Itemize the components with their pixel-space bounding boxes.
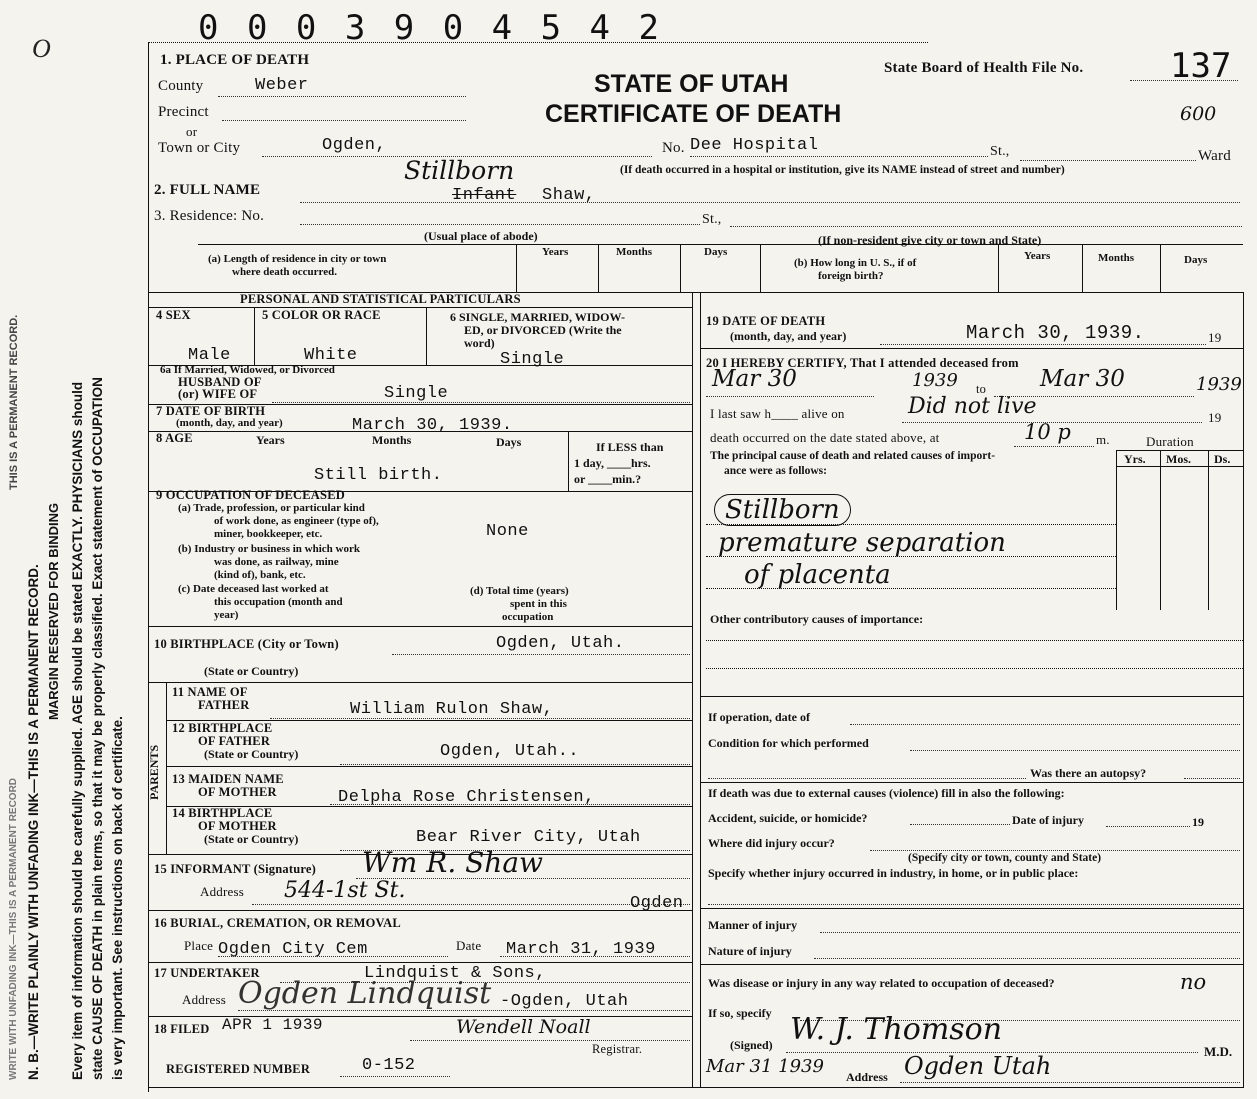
occ-d-2: spent in this [510,598,567,610]
residence-label: 3. Residence: No. [154,208,265,224]
mother-birthplace-label-1: 14 BIRTHPLACE [172,806,273,820]
death-time-m: m. [1096,432,1110,447]
duration-header: Duration [1146,434,1194,449]
date-of-death-label-2: (month, day, and year) [730,329,847,343]
operation-label: If operation, date of [708,710,810,724]
undertaker-address: -Ogden, Utah [500,992,629,1011]
marital-label-1: 6 SINGLE, MARRIED, WIDOW- [450,310,626,324]
burial-place-label: Place [184,938,214,953]
color-label: 5 COLOR OR RACE [262,308,381,322]
related-occupation-value: no [1180,970,1207,994]
birthplace-state-note: (State or Country) [204,664,299,678]
res-years-header: Years [542,246,569,258]
mother-birthplace-label-3: (State or Country) [204,832,299,846]
informant-signature: Wm R. Shaw [362,846,543,879]
place-of-death-heading: 1. PLACE OF DEATH [160,52,310,68]
day-hrs-label: 1 day, ____hrs. [574,456,651,470]
occ-a-3: miner, bookkeeper, etc. [214,528,323,540]
attended-to-label: to [976,382,987,396]
occ-b-2: was done, as railway, mine [214,556,339,568]
name-struck: Infant [452,186,517,205]
undertaker-value: Lindquist & Sons, [364,964,546,983]
full-name-label: 2. FULL NAME [154,182,261,198]
date-of-death-label-1: 19 DATE OF DEATH [706,314,826,328]
margin-faint-instruction: WRITE WITH UNFADING INK—THIS IS A PERMANENT RECORD [8,777,19,1080]
specify-place-note: (Specify city or town, county and State) [908,852,1102,864]
duration-mos: Mos. [1166,452,1191,466]
margin-permanent-record: THIS IS A PERMANENT RECORD. [8,314,20,490]
us-years-header: Years [1024,250,1051,262]
if-less-label: If LESS than [596,440,664,454]
st-label: St., [990,144,1010,159]
attended-to: Mar 30 [1040,366,1125,392]
date-of-death-value: March 30, 1939. [966,322,1145,344]
spouse-label-3: (or) WIFE OF [178,387,258,401]
margin-binding-label: MARGIN RESERVED FOR BINDING [46,502,61,720]
if-so-label: If so, specify [708,1006,772,1020]
marital-label-2: ED, or DIVORCED (Write the [464,323,622,337]
certify-statement: 20 I HEREBY CERTIFY, That I attended deceased from [706,356,1019,370]
color-value: White [304,346,358,365]
undertaker-address-label: Address [182,992,227,1007]
certificate-title: CERTIFICATE OF DEATH [545,100,842,128]
father-birthplace-label-1: 12 BIRTHPLACE [172,721,273,735]
accident-label: Accident, suicide, or homicide? [708,811,868,825]
county-label: County [158,78,204,94]
birthplace-label: 10 BIRTHPLACE (City or Town) [154,637,339,651]
occ-b-3: (kind of), bank, etc. [214,569,306,581]
residence-length-label-1: (a) Length of residence in city or town [208,253,387,265]
town-value: Ogden, [322,136,387,155]
registered-number: 0-152 [362,1056,416,1075]
registered-number-label: REGISTERED NUMBER [166,1062,311,1076]
name-value: Shaw, [542,186,596,205]
dob-value: March 30, 1939. [352,416,513,435]
father-birthplace-label-2: OF FATHER [198,734,271,748]
occupation-label: 9 OCCUPATION OF DECEASED [156,488,345,502]
death-time-value: 10 p [1024,420,1071,444]
injury-date-label: Date of injury [1012,813,1084,827]
father-label-1: 11 NAME OF [172,685,248,699]
hospital-note: (If death occurred in a hospital or institution, give its NAME instead of street and number) [620,164,1065,176]
spouse-label-1: 6a If Married, Widowed, or Divorced [160,364,335,376]
father-label-2: FATHER [198,698,250,712]
spouse-label-2: HUSBAND OF [178,375,262,389]
mother-label-1: 13 MAIDEN NAME [172,772,284,786]
father-birthplace-value: Ogden, Utah.. [440,742,580,761]
md-label: M.D. [1204,1044,1233,1059]
extra-number: 600 [1180,103,1217,125]
corner-mark: O [32,34,51,63]
signature-date: Mar 31 1939 [706,1056,824,1077]
father-value: William Rulon Shaw, [350,700,554,719]
occ-c-3: year) [214,609,239,621]
manner-label: Manner of injury [708,918,798,932]
us-months-header: Months [1098,252,1135,264]
attended-to-year: 1939 [1196,374,1242,395]
mother-birthplace-value: Bear River City, Utah [416,828,641,847]
margin-nb-instruction: N. B.—WRITE PLAINLY WITH UNFADING INK—THIS IS A PERMANENT RECORD. [26,564,41,1080]
occ-a-2: of work done, as engineer (type of), [214,515,379,527]
mother-birthplace-label-2: OF MOTHER [198,819,277,833]
precinct-label: Precinct [158,104,209,120]
file-number: 137 [1170,46,1232,86]
town-label: Town or City [158,140,241,156]
father-birthplace-label-3: (State or Country) [204,747,299,761]
filed-label: 18 FILED [154,1022,210,1036]
cause-label-2: ance were as follows: [724,465,827,477]
cause-stillborn: Stillborn [714,494,851,526]
registrar-label: Registrar. [592,1042,643,1056]
age-years-header: Years [256,433,285,447]
occ-c-1: (c) Date deceased last worked at [178,583,329,595]
last-saw-label: I last saw h____ alive on [710,406,845,421]
residence-st-label: St., [702,212,722,227]
occ-d-1: (d) Total time (years) [470,585,569,597]
occ-b-1: (b) Industry or business in which work [178,543,360,555]
age-days-header: Days [496,435,522,449]
burial-date-label: Date [456,938,482,953]
res-days-header: Days [704,246,728,258]
nature-label: Nature of injury [708,944,792,958]
burial-label: 16 BURIAL, CREMATION, OR REMOVAL [154,916,401,930]
margin-instruction-3: is very important. See instructions on back of certificate. [110,716,125,1080]
county-value: Weber [255,76,309,95]
attended-from-year: 1939 [912,370,958,391]
sex-label: 4 SEX [156,308,191,322]
informant-address-label: Address [200,884,245,899]
signature-address: Ogden Utah [904,1052,1052,1080]
parents-side-label: PARENTS [147,744,161,800]
contributory-label: Other contributory causes of importance: [710,612,924,626]
age-label: 8 AGE [156,431,193,445]
last-saw-value: Did not live [908,394,1037,419]
name-handwritten: Stillborn [404,156,515,185]
cause-label-1: The principal cause of death and related causes of import- [710,450,996,462]
filed-date: APR 1 1939 [222,1016,324,1034]
duration-yrs: Yrs. [1124,452,1146,466]
cause-placenta: of placenta [744,560,891,590]
signed-label: (Signed) [730,1038,773,1052]
dob-label-2: (month, day, and year) [176,417,283,429]
duration-ds: Ds. [1214,452,1231,466]
margin-instruction-1: Every item of information should be carefully supplied. AGE should be stated EXACTLY. PHYSICIANS should [70,381,85,1080]
serial-number: 0 0 0 3 9 0 4 5 4 2 [198,8,663,48]
undertaker-label: 17 UNDERTAKER [154,966,260,980]
signature-address-label: Address [846,1070,888,1084]
date-of-death-suffix: 19 [1208,330,1222,345]
attended-from: Mar 30 [712,366,797,392]
dob-label-1: 7 DATE OF BIRTH [156,404,266,418]
us-length-label-2: foreign birth? [818,270,884,282]
death-time-label: death occurred on the date stated above, at [710,430,940,445]
marital-label-3: word) [464,336,495,350]
age-value: Still birth. [314,466,443,485]
burial-date: March 31, 1939 [506,940,656,959]
occ-c-2: this occupation (month and [214,596,343,608]
ward-label: Ward [1198,148,1231,164]
injury-date-suffix: 19 [1192,815,1204,829]
us-days-header: Days [1184,254,1208,266]
autopsy-label: Was there an autopsy? [1030,766,1147,780]
or-label: or [186,124,198,139]
personal-heading: PERSONAL AND STATISTICAL PARTICULARS [240,292,521,306]
related-occupation-label: Was disease or injury in any way related to occupation of deceased? [708,976,1055,990]
abode-note: (Usual place of abode) [424,229,538,243]
spouse-value: Single [384,384,449,403]
cause-premature: premature separation [718,528,1006,558]
residence-length-label-2: where death occurred. [232,266,337,278]
occ-d-3: occupation [502,611,554,623]
specify-whether-label: Specify whether injury occurred in industry, in home, or in public place: [708,866,1079,880]
burial-place: Ogden City Cem [218,940,368,959]
sex-value: Male [188,346,231,365]
external-causes-label: If death was due to external causes (violence) fill in also the following: [708,786,1065,800]
physician-signature: W. J. Thomson [790,1012,1003,1047]
last-saw-suffix: 19 [1208,410,1222,425]
state-title: STATE OF UTAH [594,70,789,98]
binding-margin [4,20,144,1080]
undertaker-signature: Ogden Lindquist [238,976,492,1011]
margin-instruction-2: state CAUSE OF DEATH in plain terms, so that it may be properly classified. Exact statement of OCCUPATION [90,377,105,1080]
res-months-header: Months [616,246,653,258]
occ-a-1: (a) Trade, profession, or particular kind [178,502,365,514]
us-length-label-1: (b) How long in U. S., if of [794,257,917,269]
birthplace-value: Ogden, Utah. [496,634,625,653]
where-injury-label: Where did injury occur? [708,836,835,850]
occupation-value: None [486,522,529,541]
marital-value: Single [500,350,565,369]
or-min-label: or ____min.? [574,472,642,486]
mother-value: Delpha Rose Christensen, [338,788,595,807]
informant-label: 15 INFORMANT (Signature) [154,862,316,876]
mother-label-2: OF MOTHER [198,785,277,799]
street-no-label: No. [662,140,685,156]
nonresident-note: (If non-resident give city or town and State) [818,233,1042,247]
informant-city: Ogden [630,894,684,913]
file-number-label: State Board of Health File No. [884,60,1084,76]
age-months-header: Months [372,433,412,447]
condition-label: Condition for which performed [708,736,869,750]
registrar-signature: Wendell Noall [456,1016,591,1038]
informant-address: 544-1st St. [284,878,406,903]
hospital-value: Dee Hospital [690,136,819,155]
